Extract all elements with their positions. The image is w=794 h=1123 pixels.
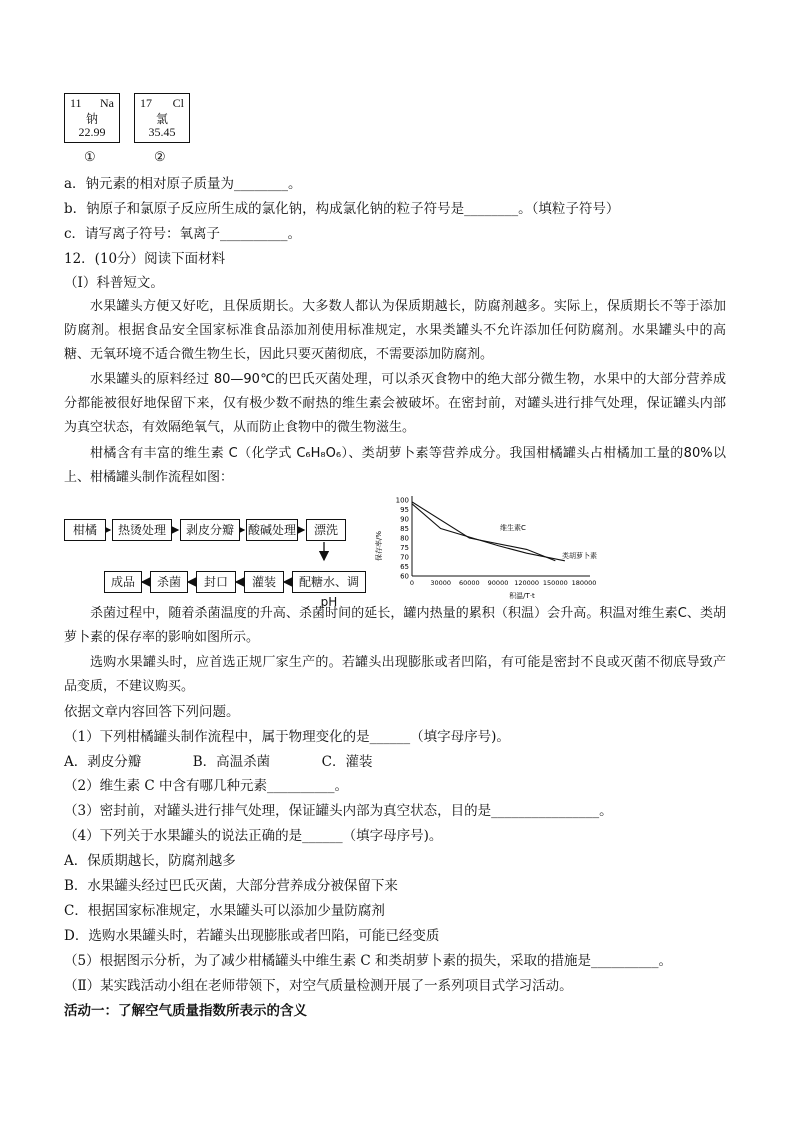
chart-series [412, 502, 565, 561]
flow-step: 配糖水、调pH [292, 571, 366, 593]
question-intro: 依据文章内容回答下列问题。 [64, 704, 240, 720]
x-tick-label: 60000 [458, 579, 480, 587]
section-ii-intro: （Ⅱ）某实践活动小组在老师带领下，对空气质量检测开展了一系列项目式学习活动。 [64, 978, 573, 994]
x-tick-label: 0 [409, 579, 415, 587]
y-tick-label: 60 [400, 572, 409, 581]
element-name: 钠 [85, 112, 98, 126]
y-tick-label: 90 [400, 515, 409, 524]
question-5: （5）根据图示分析，为了减少柑橘罐头中维生素 C 和类胡萝卜素的损失，采取的措施是__________。 [64, 953, 672, 969]
series-line-carotenoid [412, 504, 565, 561]
passage-paragraph-2: 水果罐头的原料经过 80—90℃的巴氏灭菌处理，可以杀灭食物中的绝大部分微生物，水果中的大部分营养成分都能被很好地保留下来，仅有极少数不耐热的维生素会被破坏。在密封前，对罐头进行排气处理，保证罐头内部为真空状态，有效隔绝氧气，从而防止食物中的微生物滋生。 [64, 372, 726, 435]
element-card-chlorine [134, 93, 190, 143]
y-tick-label: 80 [400, 534, 409, 543]
element-symbol: Na [100, 96, 114, 110]
question-3: （3）密封前，对罐头进行排气处理，保证罐头内部为真空状态，目的是________________。 [64, 803, 613, 819]
x-tick-label: 150000 [542, 579, 568, 587]
passage-paragraph-4: 杀菌过程中，随着杀菌温度的升高、杀菌时间的延长，罐内热量的累积（积温）会升高。积温对维生素C、类胡萝卜素的保存率的影响如图所示。 [64, 606, 726, 645]
flow-step: 酸碱处理 [246, 519, 298, 541]
atomic-mass: 22.99 [78, 125, 106, 139]
section-i-title: （Ⅰ）科普短文。 [64, 275, 164, 291]
element-name: 氯 [155, 112, 168, 126]
y-tick-label: 75 [400, 544, 409, 552]
y-tick-label: 85 [400, 525, 409, 533]
question-4-option-d: D．选购水果罐头时，若罐头出现膨胀或者凹陷，可能已经变质 [64, 928, 440, 944]
x-tick-label: 90000 [487, 579, 509, 587]
flow-step: 成品 [104, 571, 142, 593]
x-tick-label: 120000 [514, 579, 540, 587]
y-tick-label: 65 [400, 563, 409, 571]
question-line-c: c．请写离子符号：氧离子__________。 [64, 226, 302, 242]
chart-axes [412, 496, 590, 576]
flow-step: 热烫处理 [112, 519, 172, 541]
series-label-carotenoid: 类胡萝卜素 [562, 552, 597, 560]
chart-x-label: 积温/T·t [509, 592, 535, 600]
element-symbol: Cl [172, 96, 184, 110]
question-12-title: 12．(10分）阅读下面材料 [64, 251, 226, 267]
x-tick-label: 180000 [571, 579, 597, 587]
atomic-number: 17 [140, 96, 152, 110]
question-2: （2）维生素 C 中含有哪几种元素__________。 [64, 778, 349, 794]
flow-step: 漂洗 [306, 519, 346, 541]
flow-step: 杀菌 [150, 571, 188, 593]
chart-y-label: 保存率/% [375, 530, 383, 562]
activity-heading: 活动一：了解空气质量指数所表示的含义 [64, 1003, 307, 1019]
element-label: ① [84, 150, 96, 165]
chart-x-ticks [410, 579, 596, 587]
y-tick-label: 95 [400, 506, 409, 514]
flow-step: 剥皮分瓣 [180, 519, 240, 541]
passage-paragraph-1: 水果罐头方便又好吃，且保质期长。大多数人都认为保质期越长，防腐剂越多。实际上，保质期长不等于添加防腐剂。根据食品安全国家标准食品添加剂使用标准规定，水果类罐头不允许添加任何防腐剂。水果罐头中的高糖、无氧环境不适合微生物生长，因此只要灭菌彻底，不需要添加防腐剂。 [64, 299, 726, 362]
y-tick-label: 70 [400, 553, 409, 562]
series-label-vitamin-c: 维生素C [500, 524, 526, 532]
question-1: （1）下列柑橘罐头制作流程中，属于物理变化的是______（填字母序号)。 [64, 729, 510, 745]
question-line-b: b．钠原子和氯原子反应所生成的氯化钠，构成氯化钠的粒子符号是________。（填粒子符号） [64, 201, 620, 217]
passage-paragraph-3: 柑橘含有丰富的维生素 C（化学式 C₆H₈O₆）、类胡萝卜素等营养成分。我国柑橘罐头占柑橘加工量的80%以上、柑橘罐头制作流程如图： [64, 446, 726, 485]
atomic-mass: 35.45 [148, 125, 176, 139]
series-line-vitamin-c [412, 502, 555, 561]
retention-chart [372, 490, 622, 602]
y-tick-label: 100 [395, 496, 409, 505]
element-card-sodium [64, 93, 120, 143]
flow-step: 柑橘 [64, 519, 106, 541]
atomic-number: 11 [70, 96, 82, 110]
question-4-option-b: B．水果罐头经过巴氏灭菌，大部分营养成分被保留下来 [64, 878, 398, 894]
question-4-option-a: A．保质期越长，防腐剂越多 [64, 853, 236, 869]
flow-step: 封口 [196, 571, 236, 593]
question-4: （4）下列关于水果罐头的说法正确的是______（填字母序号)。 [64, 828, 443, 844]
x-tick-label: 30000 [430, 579, 452, 587]
chart-y-ticks [396, 497, 409, 581]
element-label: ② [154, 150, 166, 165]
flow-step: 灌装 [244, 571, 284, 593]
question-line-a: a．钠元素的相对原子质量为________。 [64, 176, 302, 192]
question-4-option-c: C．根据国家标准规定，水果罐头可以添加少量防腐剂 [64, 903, 385, 919]
question-1-options: A．剥皮分瓣 B．高温杀菌 C．灌装 [64, 754, 373, 770]
passage-paragraph-5: 选购水果罐头时，应首选正规厂家生产的。若罐头出现膨胀或者凹陷，有可能是密封不良或灭菌不彻底导致产品变质，不建议购买。 [64, 655, 726, 694]
